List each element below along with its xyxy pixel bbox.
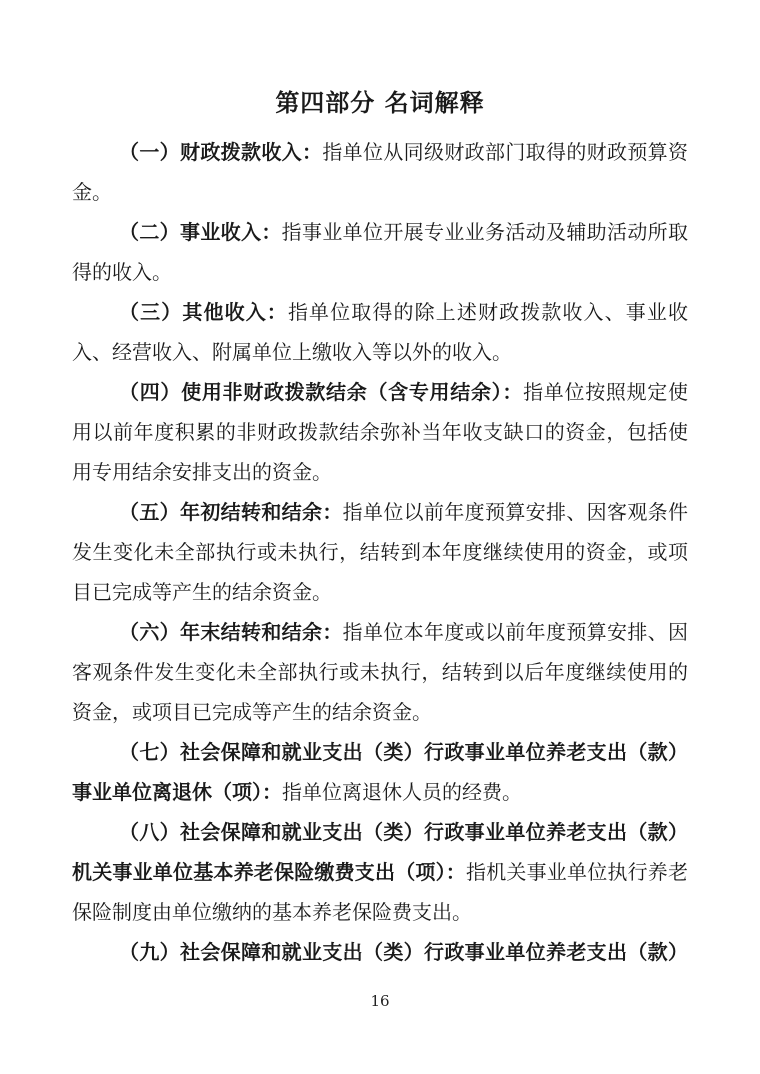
glossary-definition: 指单位从同级财政部门取得的财政预算资金。 xyxy=(72,140,689,204)
glossary-definition: 指单位离退休人员的经费。 xyxy=(282,780,522,804)
glossary-paragraph xyxy=(72,492,688,612)
glossary-term: （九）社会保障和就业支出（类）行政事业单位养老支出（款） xyxy=(119,940,688,964)
glossary-paragraph xyxy=(72,612,688,732)
glossary-paragraph xyxy=(72,732,688,812)
glossary-definition: 指单位按照规定使用以前年度积累的非财政拨款结余弥补当年收支缺口的资金，包括使用专用结余安排支出的资金。 xyxy=(72,380,689,484)
glossary-term: （六）年末结转和结余： xyxy=(119,620,343,644)
glossary-term: （二）事业收入： xyxy=(119,220,282,244)
page-number: 16 xyxy=(370,992,390,1010)
glossary-paragraph xyxy=(72,812,688,932)
glossary-content xyxy=(72,132,688,972)
glossary-paragraph xyxy=(72,212,688,292)
glossary-definition: 指事业单位开展专业业务活动及辅助活动所取得的收入。 xyxy=(72,220,689,284)
glossary-paragraph xyxy=(72,132,688,212)
glossary-term: （四）使用非财政拨款结余（含专用结余）： xyxy=(119,380,524,404)
glossary-paragraph xyxy=(72,292,688,372)
glossary-definition: 指机关事业单位执行养老保险制度由单位缴纳的基本养老保险费支出。 xyxy=(72,860,688,924)
glossary-definition: 指单位取得的除上述财政拨款收入、事业收入、经营收入、附属单位上缴收入等以外的收入。 xyxy=(72,300,689,364)
page-title: 第四部分 名词解释 xyxy=(275,89,485,117)
glossary-paragraph xyxy=(72,372,688,492)
glossary-term: （七）社会保障和就业支出（类）行政事业单位养老支出（款）事业单位离退休（项）： xyxy=(72,740,688,804)
glossary-term: （八）社会保障和就业支出（类）行政事业单位养老支出（款）机关事业单位基本养老保险缴费支出（项）： xyxy=(72,820,688,884)
glossary-paragraph xyxy=(72,932,688,972)
glossary-term: （五）年初结转和结余： xyxy=(119,500,343,524)
glossary-definition: 指单位以前年度预算安排、因客观条件发生变化未全部执行或未执行，结转到本年度继续使用的资金，或项目已完成等产生的结余资金。 xyxy=(72,500,689,604)
glossary-term: （一）财政拨款收入： xyxy=(119,140,323,164)
glossary-definition: 指单位本年度或以前年度预算安排、因客观条件发生变化未全部执行或未执行，结转到以后年度继续使用的资金，或项目已完成等产生的结余资金。 xyxy=(72,620,689,724)
glossary-term: （三）其他收入： xyxy=(119,300,288,324)
